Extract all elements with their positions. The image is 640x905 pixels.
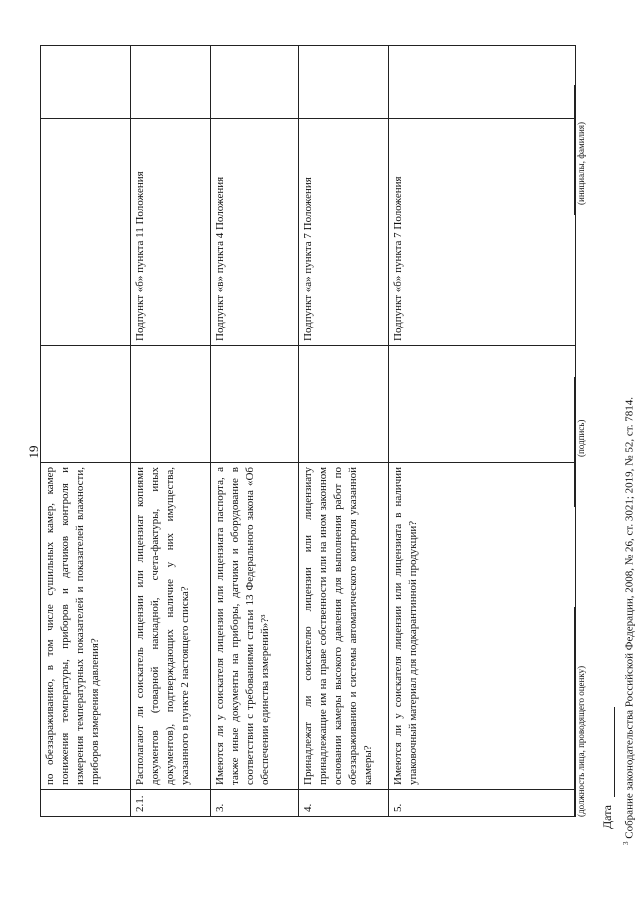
- row-question: по обеззараживанию, в том числе сушильных камер, камер понижения температуры, приборов и датчиков контроля и измерения температурных показателей и показателей влажности, приборов измерения давления?: [41, 463, 131, 790]
- row-number: 4.: [299, 790, 389, 817]
- signature-caption: (подпись): [576, 419, 586, 457]
- row-number: 3.: [211, 790, 299, 817]
- row-note-cell: [41, 46, 131, 119]
- date-label: Дата: [600, 805, 614, 829]
- row-note-cell: [299, 46, 389, 119]
- initials-line: [574, 85, 575, 215]
- table-row: [211, 46, 299, 817]
- row-reference: Подпункт «б» пункта 7 Положения: [389, 119, 576, 346]
- table-row: [299, 46, 389, 817]
- row-reference: Подпункт «в» пункта 4 Положения: [211, 119, 299, 346]
- row-question: Имеются ли у соискателя лицензии или лицензиата паспорта, а также иные документы на приборы, датчики и оборудование в соответствии с требованиями статьи 13 Федерального закона «Об обеспечении единства измерений»?³: [211, 463, 299, 790]
- row-answer-cell: [389, 346, 576, 463]
- footnote-mark: 3: [622, 841, 630, 845]
- row-note-cell: [131, 46, 211, 119]
- row-question: Располагают ли соискатель лицензии или лицензиат копиями документов (товарной накладной, счета-фактуры, иных документов), подтверждающих наличие у них имущества, указанного в пункте 2 настоящего списка?: [131, 463, 211, 790]
- table-row: [41, 46, 131, 817]
- row-answer-cell: [299, 346, 389, 463]
- table-row: [389, 46, 576, 817]
- page-number: 19: [26, 445, 41, 459]
- row-number: 2.1.: [131, 790, 211, 817]
- row-reference: Подпункт «б» пункта 11 Положения: [131, 119, 211, 346]
- signature-line: [574, 377, 575, 507]
- footnote-text: Собрание законодательства Российской Федерации, 2008, № 26, ст. 3021; 2019, № 52, ст. 7814.: [623, 397, 636, 839]
- date-line: [614, 707, 615, 797]
- initials-caption: (инициалы, фамилия): [576, 122, 586, 205]
- position-line: [574, 607, 575, 817]
- row-number: [41, 790, 131, 817]
- row-note-cell: [389, 46, 576, 119]
- row-answer-cell: [131, 346, 211, 463]
- row-reference: [41, 119, 131, 346]
- row-question: Имеются ли у соискателя лицензии или лицензиата в наличии упаковочный материал для подкарантинной продукции?: [389, 463, 576, 790]
- row-reference: Подпункт «а» пункта 7 Положения: [299, 119, 389, 346]
- position-caption: (должность лица, проводящего оценку): [576, 665, 586, 817]
- row-answer-cell: [41, 346, 131, 463]
- checklist-table: [40, 45, 576, 817]
- row-answer-cell: [211, 346, 299, 463]
- row-note-cell: [211, 46, 299, 119]
- row-number: 5.: [389, 790, 576, 817]
- table-row: [131, 46, 211, 817]
- row-question: Принадлежат ли соискателю лицензии или лицензиату принадлежащие им на праве собственности или на ином законном основании камеры высокого давления для выполнения работ по обеззараживанию и системы автоматического контроля указанной камеры?: [299, 463, 389, 790]
- footnote: [622, 397, 636, 845]
